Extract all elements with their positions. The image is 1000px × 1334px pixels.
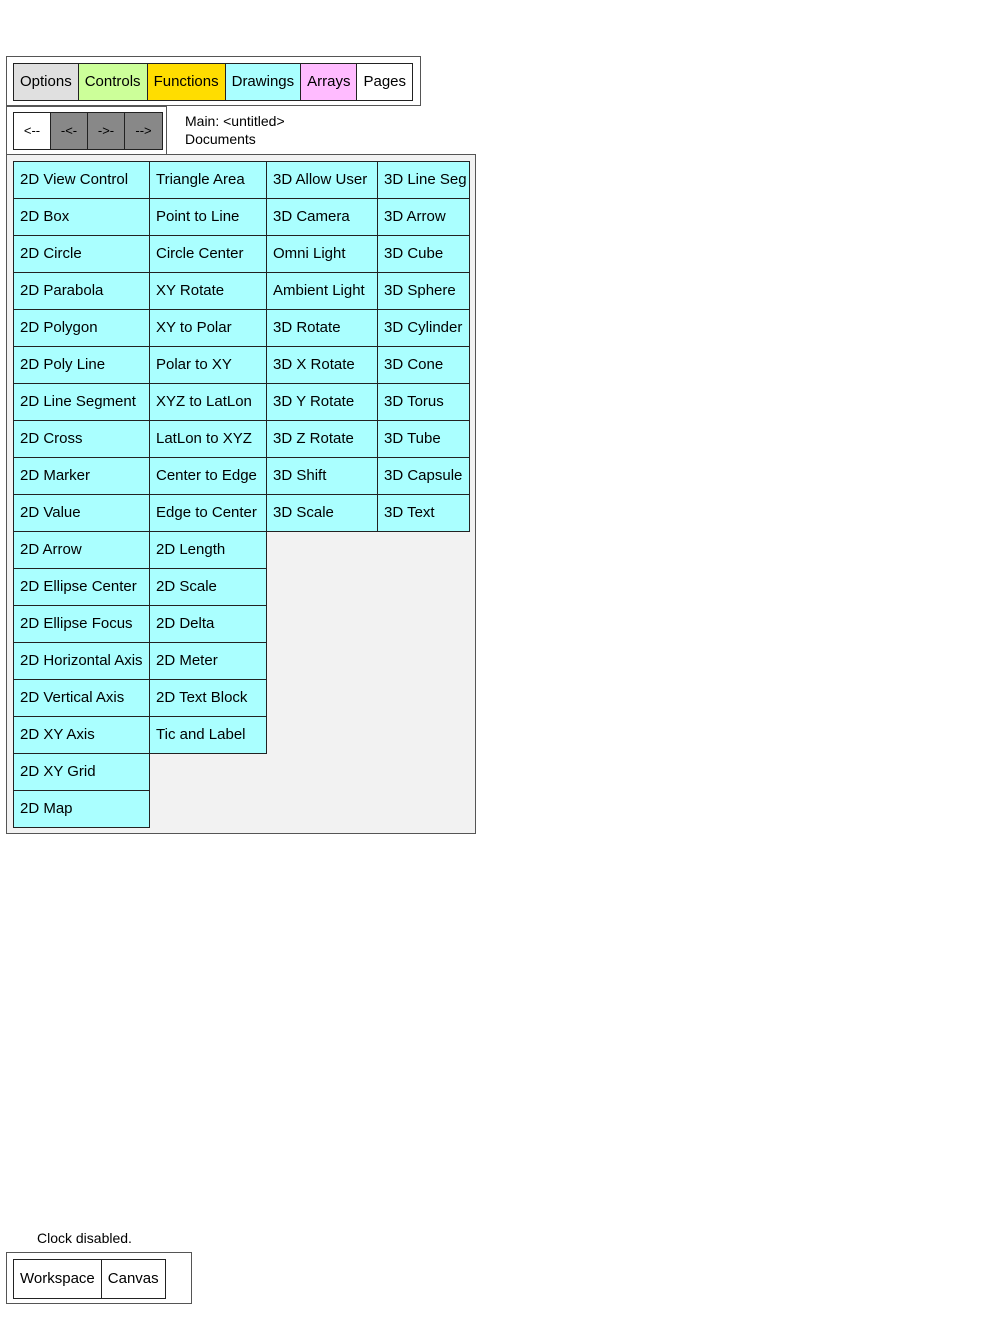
function-item[interactable]: 3D Tube (377, 420, 470, 458)
function-item[interactable]: 3D Sphere (377, 272, 470, 310)
function-item[interactable]: Point to Line (149, 198, 267, 236)
function-item[interactable]: Tic and Label (149, 716, 267, 754)
function-item[interactable]: 2D Delta (149, 605, 267, 643)
last-page-button[interactable]: --> (125, 113, 162, 149)
function-item[interactable]: XYZ to LatLon (149, 383, 267, 421)
function-item[interactable]: 2D Arrow (13, 531, 150, 569)
function-item[interactable]: 3D Capsule (377, 457, 470, 495)
function-item[interactable]: 3D Shift (266, 457, 378, 495)
function-item[interactable]: 2D Meter (149, 642, 267, 680)
function-item[interactable]: 3D X Rotate (266, 346, 378, 384)
function-item[interactable]: 2D Value (13, 494, 150, 532)
function-item[interactable]: LatLon to XYZ (149, 420, 267, 458)
function-item[interactable]: 2D Circle (13, 235, 150, 273)
previous-page-button[interactable]: -<- (51, 113, 88, 149)
function-item[interactable]: 2D Ellipse Center (13, 568, 150, 606)
function-item[interactable]: 2D Marker (13, 457, 150, 495)
function-item[interactable]: 2D Polygon (13, 309, 150, 347)
function-item[interactable]: 3D Y Rotate (266, 383, 378, 421)
function-item[interactable]: Polar to XY (149, 346, 267, 384)
function-item[interactable]: 2D Ellipse Focus (13, 605, 150, 643)
function-item[interactable]: 3D Torus (377, 383, 470, 421)
nav-bar (13, 112, 163, 150)
function-item[interactable]: 2D Vertical Axis (13, 679, 150, 717)
function-item[interactable]: 2D Line Segment (13, 383, 150, 421)
function-item[interactable]: Triangle Area (149, 161, 267, 199)
function-item[interactable]: 3D Cylinder (377, 309, 470, 347)
function-item[interactable]: 3D Scale (266, 494, 378, 532)
function-item[interactable]: 3D Cube (377, 235, 470, 273)
function-item[interactable]: 3D Arrow (377, 198, 470, 236)
function-item[interactable]: 2D Parabola (13, 272, 150, 310)
function-item[interactable]: 2D XY Grid (13, 753, 150, 791)
function-item[interactable]: 3D Z Rotate (266, 420, 378, 458)
function-item[interactable]: 2D View Control (13, 161, 150, 199)
canvas-button[interactable]: Canvas (107, 1270, 159, 1287)
documents-label: Documents (185, 131, 256, 147)
function-item[interactable]: Circle Center (149, 235, 267, 273)
function-item[interactable]: 2D Poly Line (13, 346, 150, 384)
function-item[interactable]: 2D Box (13, 198, 150, 236)
function-item[interactable]: 3D Rotate (266, 309, 378, 347)
function-item[interactable]: 2D Length (149, 531, 267, 569)
workspace-button[interactable]: Workspace (14, 1260, 102, 1298)
bottom-bar (13, 1259, 166, 1299)
function-item[interactable]: 2D Map (13, 790, 150, 828)
function-item[interactable]: XY Rotate (149, 272, 267, 310)
tab-controls[interactable]: Controls (79, 64, 148, 100)
function-item[interactable]: 2D Text Block (149, 679, 267, 717)
function-item[interactable]: 2D Scale (149, 568, 267, 606)
function-item[interactable]: Center to Edge (149, 457, 267, 495)
bottom-bar-frame (6, 1252, 192, 1304)
tab-bar (13, 63, 413, 101)
next-page-button[interactable]: ->- (88, 113, 125, 149)
function-item[interactable]: 3D Allow User (266, 161, 378, 199)
function-item[interactable]: Omni Light (266, 235, 378, 273)
function-item[interactable]: 3D Cone (377, 346, 470, 384)
document-info (185, 112, 285, 148)
tab-functions[interactable]: Functions (148, 64, 226, 100)
tab-drawings[interactable]: Drawings (226, 64, 302, 100)
tab-arrays[interactable]: Arrays (301, 64, 357, 100)
function-item[interactable]: 2D XY Axis (13, 716, 150, 754)
main-document-label: Main: <untitled> (185, 113, 285, 129)
function-item[interactable]: Ambient Light (266, 272, 378, 310)
tab-bar-frame (6, 56, 421, 106)
function-item[interactable]: XY to Polar (149, 309, 267, 347)
function-item[interactable]: Edge to Center (149, 494, 267, 532)
nav-frame (6, 106, 167, 155)
function-item[interactable]: 3D Camera (266, 198, 378, 236)
function-item[interactable]: 3D Text (377, 494, 470, 532)
first-page-button[interactable]: <-- (14, 113, 51, 149)
tab-options[interactable]: Options (14, 64, 79, 100)
functions-panel (6, 154, 476, 834)
tab-pages[interactable]: Pages (357, 64, 412, 100)
function-item[interactable]: 2D Horizontal Axis (13, 642, 150, 680)
clock-status: Clock disabled. (37, 1230, 132, 1246)
function-item[interactable]: 2D Cross (13, 420, 150, 458)
function-item[interactable]: 3D Line Seg (377, 161, 470, 199)
